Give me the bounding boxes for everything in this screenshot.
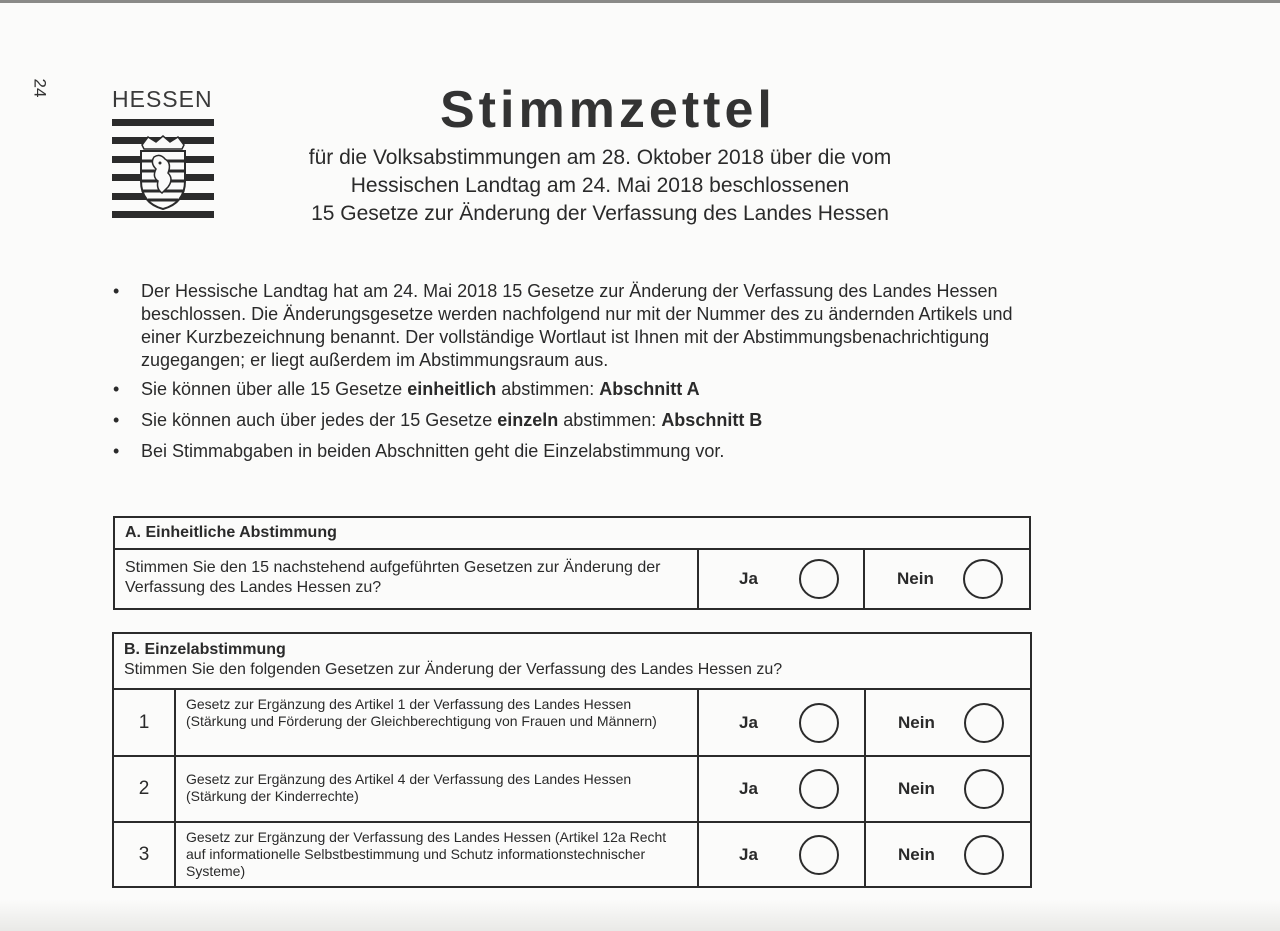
section-a-no-cell	[865, 550, 1029, 608]
instruction-item	[112, 440, 1032, 463]
law-3-yes-circle[interactable]	[799, 835, 839, 875]
law-description: Gesetz zur Ergänzung des Artikel 1 der Verfassung des Landes Hessen (Stärkung und Förderung der Gleichberechtigung von Frauen und Männern)	[176, 690, 699, 755]
law-yes-cell	[699, 823, 866, 886]
table-row	[114, 690, 1030, 757]
law-no-cell	[866, 823, 1030, 886]
section-b-heading	[114, 634, 1030, 690]
subtitle-line: für die Volksabstimmungen am 28. Oktober 2018 über die vom	[308, 146, 892, 169]
instruction-item	[112, 280, 1032, 372]
section-a-no-circle[interactable]	[963, 559, 1003, 599]
yes-label: Ja	[739, 844, 758, 864]
section-a-box	[113, 516, 1031, 610]
page-number: 24	[30, 78, 50, 98]
hessen-logo	[112, 86, 218, 219]
table-row	[114, 823, 1030, 886]
no-label: Nein	[897, 569, 934, 588]
subtitle-line: 15 Gesetze zur Änderung der Verfassung des Landes Hessen	[311, 202, 889, 225]
law-yes-cell	[699, 690, 866, 755]
logo-text: HESSEN	[112, 86, 213, 112]
section-a-yes-circle[interactable]	[799, 559, 839, 599]
ballot-title: Stimmzettel	[440, 81, 776, 139]
law-yes-cell	[699, 757, 866, 821]
law-number: 3	[114, 823, 176, 886]
yes-label: Ja	[739, 569, 758, 588]
hessen-lion-shield-icon	[138, 133, 188, 211]
law-description: Gesetz zur Ergänzung des Artikel 4 der Verfassung des Landes Hessen (Stärkung der Kinderrechte)	[176, 757, 699, 821]
section-b-question: Stimmen Sie den folgenden Gesetzen zur Änderung der Verfassung des Landes Hessen zu?	[124, 661, 783, 678]
law-number: 1	[114, 690, 176, 755]
instruction-text: Bei Stimmabgaben in beiden Abschnitten geht die Einzelabstimmung vor.	[141, 441, 725, 461]
law-3-no-circle[interactable]	[964, 835, 1004, 875]
section-b-box	[112, 632, 1032, 888]
section-a-question: Stimmen Sie den 15 nachstehend aufgeführten Gesetzen zur Änderung der Verfassung des Landes Hessen zu?	[115, 550, 699, 608]
yes-label: Ja	[739, 779, 758, 798]
section-a-yes-cell	[699, 550, 865, 608]
yes-label: Ja	[739, 712, 758, 732]
scan-bottom-edge	[0, 900, 1280, 931]
section-a-row	[115, 550, 1029, 608]
ballot-subtitle	[260, 144, 940, 228]
no-label: Nein	[898, 779, 935, 798]
law-1-no-circle[interactable]	[964, 703, 1004, 743]
law-no-cell	[866, 690, 1030, 755]
law-no-cell	[866, 757, 1030, 821]
instruction-item: • Sie können auch über jedes der 15 Gesetze einzeln abstimmen: Abschnitt B	[112, 409, 1032, 432]
instructions-list	[112, 280, 1032, 471]
law-number: 2	[114, 757, 176, 821]
law-2-yes-circle[interactable]	[799, 769, 839, 809]
law-description: Gesetz zur Ergänzung der Verfassung des Landes Hessen (Artikel 12a Recht auf informationelle Selbstbestimmung und Schutz informationstechnischer Systeme)	[176, 823, 699, 886]
section-b-title: B. Einzelabstimmung	[124, 641, 286, 658]
instruction-text: Der Hessische Landtag hat am 24. Mai 2018 15 Gesetze zur Änderung der Verfassung des Landes Hessen beschlossen. Die Änderungsgesetze werden nachfolgend nur mit der Nummer des zu ändernden Artikels und einer Kurzbezeichnung benannt. Der vollständige Wortlaut ist Ihnen mit der Abstimmungsbenachrichtigung zugegangen; er liegt außerdem im Abstimmungsraum aus.	[141, 281, 1013, 370]
scan-top-edge	[0, 0, 1280, 3]
law-2-no-circle[interactable]	[964, 769, 1004, 809]
subtitle-line: Hessischen Landtag am 24. Mai 2018 beschlossenen	[350, 174, 850, 197]
logo-stripes	[112, 119, 214, 219]
section-a-heading: A. Einheitliche Abstimmung	[115, 518, 1029, 550]
no-label: Nein	[898, 712, 935, 732]
no-label: Nein	[898, 844, 935, 864]
table-row	[114, 757, 1030, 823]
law-1-yes-circle[interactable]	[799, 703, 839, 743]
instruction-item: • Sie können über alle 15 Gesetze einheitlich abstimmen: Abschnitt A	[112, 378, 1032, 401]
